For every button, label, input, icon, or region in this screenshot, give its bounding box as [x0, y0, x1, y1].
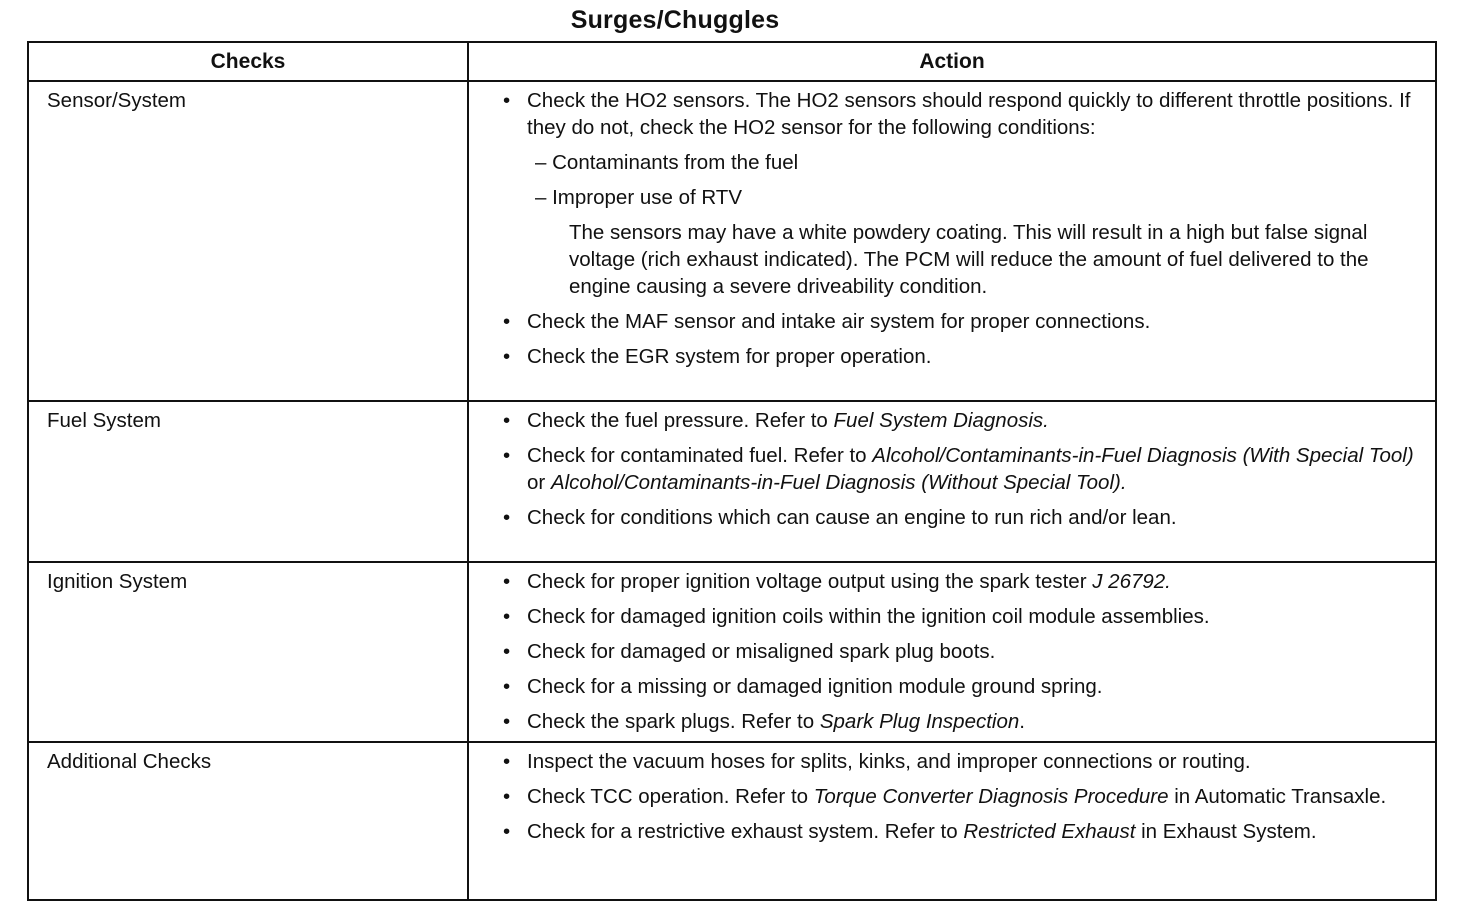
list-item — [503, 708, 1427, 735]
check-cell: Sensor/System — [28, 81, 468, 401]
sub-item: – Improper use of RTV — [527, 184, 1427, 211]
action-list — [503, 87, 1427, 370]
item-text: Inspect the vacuum hoses for splits, kinks, and improper connections or routing. — [527, 750, 1251, 773]
check-cell: Ignition System — [28, 562, 468, 742]
item-text: Check for proper ignition voltage output using the spark tester — [527, 570, 1093, 593]
list-item — [503, 638, 1427, 665]
list-item — [503, 818, 1427, 845]
reference-link: Spark Plug Inspection — [819, 710, 1020, 733]
list-item — [503, 504, 1427, 531]
checks-column-header: Checks — [28, 42, 468, 81]
sub-item: – Contaminants from the fuel — [527, 149, 1427, 176]
note-text: The sensors may have a white powdery coating. This will result in a high but false signal voltage (rich exhaust indicated). The PCM will reduce the amount of fuel delivered to the engine causing a severe driveability condition. — [569, 221, 1369, 298]
reference-link: Fuel System Diagnosis. — [833, 409, 1049, 432]
action-cell — [468, 562, 1436, 742]
item-text: Check for contaminated fuel. Refer to — [527, 444, 873, 467]
item-text: Check the EGR system for proper operation. — [527, 345, 932, 368]
reference-link: Alcohol/Contaminants-in-Fuel Diagnosis (With Special Tool) — [872, 444, 1414, 467]
list-item — [503, 308, 1427, 335]
action-cell — [468, 81, 1436, 401]
list-item — [503, 673, 1427, 700]
item-text: Check for damaged or misaligned spark plug boots. — [527, 640, 996, 663]
table-header-row — [28, 42, 1436, 81]
list-item — [503, 407, 1427, 434]
action-list — [503, 748, 1427, 845]
item-text: Check the fuel pressure. Refer to — [527, 409, 834, 432]
reference-link: Torque Converter Diagnosis Procedure — [813, 785, 1169, 808]
list-item — [503, 568, 1427, 595]
item-text: Check for conditions which can cause an engine to run rich and/or lean. — [527, 506, 1177, 529]
action-list — [503, 407, 1427, 531]
list-item — [503, 442, 1427, 496]
diagnosis-table — [27, 41, 1437, 901]
list-item — [503, 343, 1427, 370]
action-column-header: Action — [468, 42, 1436, 81]
list-item — [503, 783, 1427, 810]
reference-link: J 26792. — [1092, 570, 1171, 593]
item-text: or — [527, 471, 551, 494]
reference-link: Restricted Exhaust — [963, 820, 1136, 843]
list-item — [503, 603, 1427, 630]
action-cell — [468, 401, 1436, 562]
table-row — [28, 81, 1436, 401]
check-cell: Additional Checks — [28, 742, 468, 900]
list-item — [503, 87, 1427, 300]
item-text: Check for damaged ignition coils within the ignition coil module assemblies. — [527, 605, 1210, 628]
item-text: Check for a restrictive exhaust system. Refer to — [527, 820, 964, 843]
table-row — [28, 562, 1436, 742]
page-title: Surges/Chuggles — [570, 6, 780, 34]
list-item — [503, 748, 1427, 775]
table-row — [28, 742, 1436, 900]
item-text: Check the HO2 sensors. The HO2 sensors should respond quickly to different throttle positions. If they do not, check the HO2 sensor for the following conditions: — [527, 89, 1411, 139]
action-cell — [468, 742, 1436, 900]
item-text: in Automatic Transaxle. — [1168, 785, 1387, 808]
item-text: Check the spark plugs. Refer to — [527, 710, 820, 733]
item-text: Check TCC operation. Refer to — [527, 785, 814, 808]
item-text: Check the MAF sensor and intake air system for proper connections. — [527, 310, 1151, 333]
item-text: . — [1019, 710, 1025, 733]
table-row — [28, 401, 1436, 562]
item-text: in Exhaust System. — [1135, 820, 1317, 843]
item-text: Check for a missing or damaged ignition module ground spring. — [527, 675, 1103, 698]
check-cell: Fuel System — [28, 401, 468, 562]
action-list — [503, 568, 1427, 735]
reference-link: Alcohol/Contaminants-in-Fuel Diagnosis (Without Special Tool). — [550, 471, 1127, 494]
